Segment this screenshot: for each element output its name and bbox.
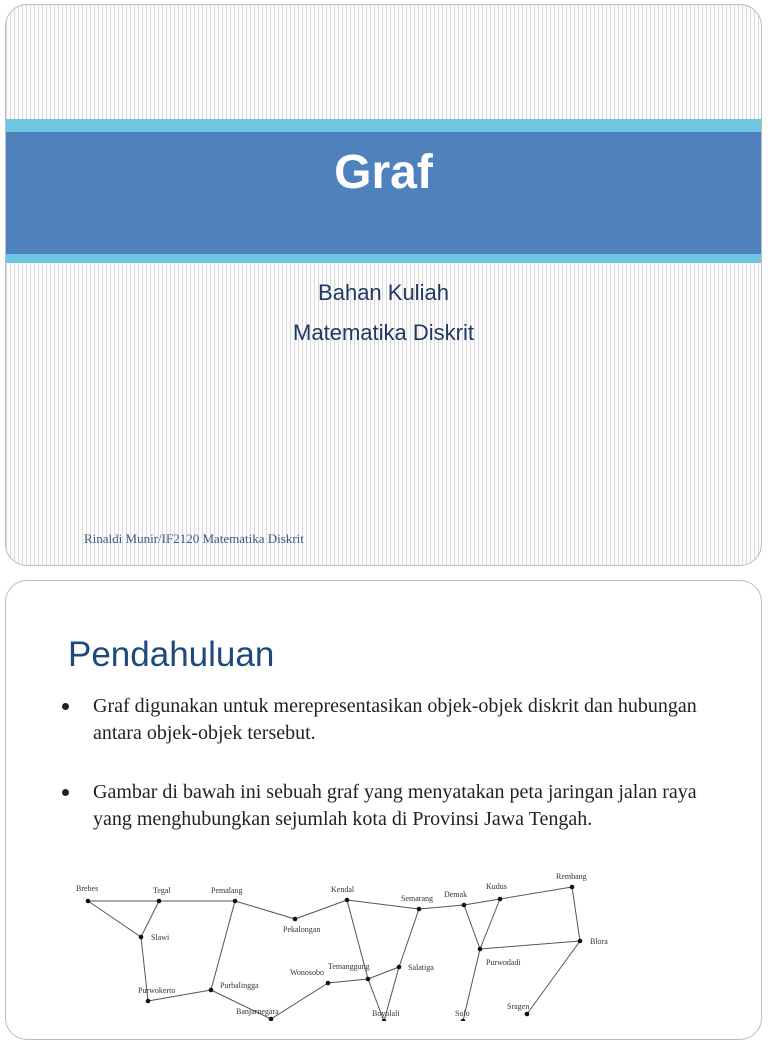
graph-edge [572,887,580,941]
graph-node-solo [461,1019,466,1021]
bullet-dot-icon [62,789,69,796]
graph-node-banjarnegara [269,1017,274,1021]
graph-node-blora [578,939,583,944]
title-band-bottom-stripe [6,254,761,263]
graph-edge [271,983,328,1019]
graph-label-temanggung: Temanggung [328,962,370,971]
graph-edge [88,901,141,937]
subtitle-line-2: Matematika Diskrit [293,320,474,345]
graph-label-kendal: Kendal [331,885,355,894]
bullet-text-2: Gambar di bawah ini sebuah graf yang menyatakan peta jaringan jalan raya yang menghubungkan sejumlah kota di Provinsi Jawa Tengah. [93,781,697,830]
graph-edge [419,905,464,909]
graph-node-wonosobo [326,981,331,986]
graph-node-purbalingga [209,988,214,993]
road-network-graph [6,871,762,1021]
graph-label-sragen: Sragen [507,1002,530,1011]
graph-node-salatiga [397,965,402,970]
bullet-dot-icon [62,703,69,710]
graph-label-blora: Blora [590,937,608,946]
bullet-item-2 [62,779,712,833]
graph-edge [480,899,500,949]
graph-label-purwokerto: Purwokerto [138,986,176,995]
bullet-item-1 [62,693,712,747]
graph-edge [399,909,419,967]
graph-edge [500,887,572,899]
slide-title: Graf [334,146,433,199]
graph-node-kudus [498,897,503,902]
graph-node-purwokerto [146,999,151,1004]
slide-footer: Rinaldi Munir/IF2120 Matematika Diskrit [84,531,304,546]
graph-node-rembang [570,885,575,890]
graph-label-tegal: Tegal [153,886,171,895]
title-slide [5,4,762,566]
graph-label-slawi: Slawi [151,933,170,942]
graph-node-temanggung [366,977,371,982]
graph-node-tegal [157,899,162,904]
graph-edge [464,899,500,905]
graph-label-banjarnegara: Banjarnegara [236,1007,279,1016]
graph-label-pekalongan: Pekalongan [283,925,321,934]
intro-slide [5,580,762,1040]
graph-label-boyolali: Boyolali [372,1009,400,1018]
graph-node-purwodadi [478,947,483,952]
graph-edge [211,901,235,990]
graph-edge [368,967,399,979]
graph-node-sragen [525,1012,530,1017]
graph-label-rembang: Rembang [556,872,587,881]
graph-node-pekalongan [293,917,298,922]
graph-label-semarang: Semarang [401,894,433,903]
graph-edge [480,941,580,949]
graph-label-salatiga: Salatiga [408,963,434,972]
graph-label-purbalingga: Purbalingga [220,981,259,990]
graph-edge [295,900,347,919]
graph-node-semarang [417,907,422,912]
graph-edge [141,901,159,937]
graph-edge [328,979,368,983]
graph-label-kudus: Kudus [486,882,507,891]
title-band-top-stripe [6,119,761,132]
graph-node-pemalang [233,899,238,904]
graph-node-kendal [345,898,350,903]
graph-node-brebes [86,899,91,904]
slide-heading: Pendahuluan [68,635,275,674]
bullet-text-1: Graf digunakan untuk merepresentasikan objek-objek diskrit dan hubungan antara objek-objek tersebut. [93,695,697,744]
graph-node-demak [462,903,467,908]
graph-edge [527,941,580,1014]
graph-node-slawi [139,935,144,940]
graph-label-wonosobo: Wonosobo [290,968,325,977]
graph-edge [464,905,480,949]
graph-label-brebes: Brebes [76,884,99,893]
graph-node-boyolali [382,1019,387,1021]
graph-label-purwodadi: Purwodadi [486,958,521,967]
subtitle-line-1: Bahan Kuliah [318,280,449,305]
graph-label-demak: Demak [444,890,468,899]
graph-label-solo: Solo [455,1009,470,1018]
graph-label-pemalang: Pemalang [211,886,243,895]
graph-edge [235,901,295,919]
